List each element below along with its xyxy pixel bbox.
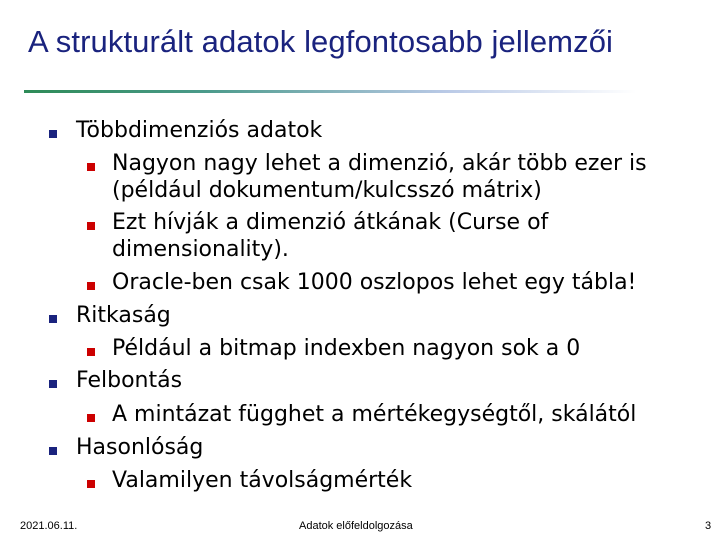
footer-date: 2021.06.11. [20,520,78,532]
square-bullet-icon [87,480,95,488]
bullet-item: Felbontás [76,368,183,393]
sub-bullet-item: Valamilyen távolságmérték [112,468,413,493]
square-bullet-icon [49,447,57,455]
square-bullet-icon [49,380,57,388]
sub-bullet-item: Nagyon nagy lehet a dimenzió, akár több ezer is [112,151,647,176]
square-bullet-icon [87,348,95,356]
sub-bullet-item: A mintázat függhet a mértékegységtől, skálától [112,402,637,427]
square-bullet-icon [49,130,57,138]
sub-bullet-item: Ezt hívják a dimenzió átkának (Curse of [112,210,549,235]
page-number: 3 [705,520,712,532]
title-divider [24,90,636,93]
square-bullet-icon [87,414,95,422]
footer-title: Adatok előfeldolgozása [299,520,413,532]
square-bullet-icon [87,163,95,171]
sub-bullet-continuation: (például dokumentum/kulcsszó mátrix) [112,178,542,203]
sub-bullet-continuation: dimensionality). [112,237,289,262]
sub-bullet-item: Oracle-ben csak 1000 oszlopos lehet egy tábla! [112,270,637,295]
square-bullet-icon [87,222,95,230]
square-bullet-icon [87,282,95,290]
bullet-item: Hasonlóság [76,435,204,460]
bullet-item: Többdimenziós adatok [76,118,323,143]
bullet-item: Ritkaság [76,303,171,328]
slide-title: A strukturált adatok legfontosabb jellemzői [28,24,614,59]
square-bullet-icon [49,315,57,323]
sub-bullet-item: Például a bitmap indexben nagyon sok a 0 [112,336,581,361]
